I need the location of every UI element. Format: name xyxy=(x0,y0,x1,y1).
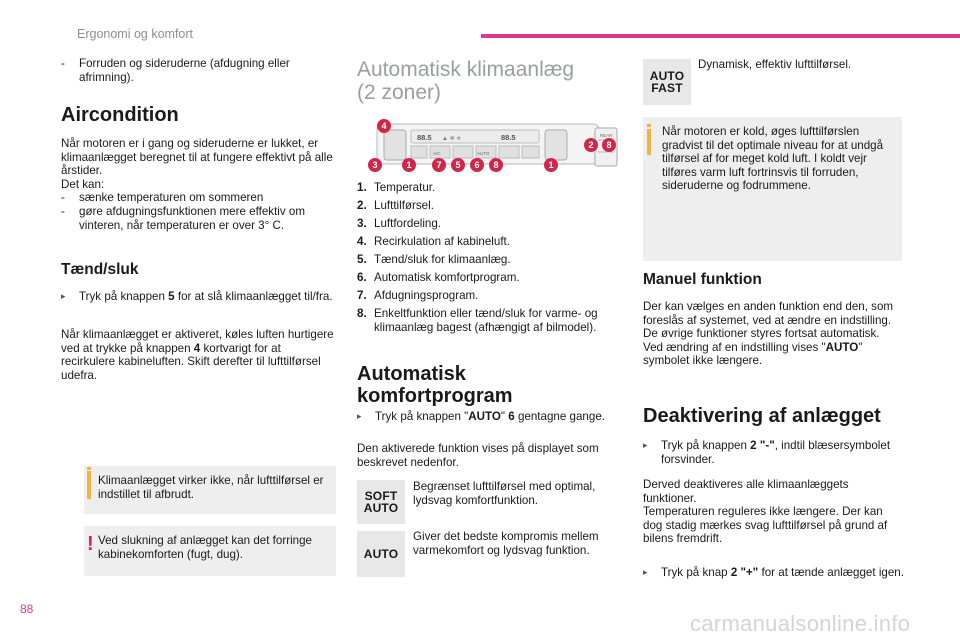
diagram-marker-3: 3 xyxy=(368,158,382,172)
soft-auto-icon: SOFT AUTO xyxy=(357,480,405,524)
taend-heading: Tænd/sluk xyxy=(61,261,139,278)
info-note-box: Klimaanlægget virker ikke, når lufttilførsel er indstillet til afbrudt. xyxy=(84,466,336,514)
auto-text: Giver det bedste kompromis mellem varmekomfort og lydsvag funktion. xyxy=(413,530,599,557)
list-item: 7. Afdugningsprogram. xyxy=(357,289,479,302)
auto-fast-icon: AUTO FAST xyxy=(643,59,691,105)
list-item: 6. Automatisk komfortprogram. xyxy=(357,271,520,284)
list-item: 4. Recirkulation af kabineluft. xyxy=(357,235,510,248)
taend-bullet: ▸ Tryk på knappen 5 for at slå klimaanlægget til/fra. xyxy=(61,290,333,303)
top-dash-item: - Forruden og sideruderne (afdugning eller afrimning). xyxy=(61,57,290,84)
list-item: 3. Luftfordeling. xyxy=(357,217,442,230)
page-number: 88 xyxy=(20,602,34,616)
diagram-marker-8b: 8 xyxy=(602,138,616,152)
diagram-marker-1: 1 xyxy=(402,158,416,172)
diagram-marker-8: 8 xyxy=(489,158,503,172)
panel-ac-label: A/C xyxy=(433,151,441,156)
warning-icon: ! xyxy=(87,533,94,555)
warning-note-box: ! Ved slukning af anlægget kan det forringe kabinekomforten (fugt, dug). xyxy=(84,526,336,576)
list-item: 8. Enkeltfunktion eller tænd/sluk for varme- og klimaanlæg bagest (afhængigt af bilmodel). xyxy=(357,307,598,334)
cold-engine-note-box: Når motoren er kold, øges lufttilførslen gradvist til det optimale niveau for at undgå tilførsel af for meget kold luft. I koldt vejr tilføres varm luft fortrinsvis til forruden, sideruderne og fodrummene. xyxy=(643,117,902,261)
info-icon-dot xyxy=(647,124,651,127)
manuel-text: Der kan vælges en anden funktion end den, som foreslås af systemet, ved at ændre en indstilling. De øvrige funktioner styres fortsat automatisk. Ved ændring af en indstilling vises "AUTO" symbolet ikke længere. xyxy=(643,300,894,368)
aircondition-text: Når motoren er i gang og sideruderne er lukket, er klimaanlægget beregnet til at fungere effektivt på alle årstider. Det kan: - sænke temperaturen om sommeren - gøre afdugningsfunktionen mere effektiv om vinteren, når temperaturen er over 3° C. xyxy=(61,137,333,232)
list-item: 1. Temperatur. xyxy=(357,181,436,194)
climate-panel-diagram xyxy=(357,116,622,176)
diagram-marker-4: 4 xyxy=(377,119,391,133)
diagram-marker-1b: 1 xyxy=(544,158,558,172)
diagram-marker-7: 7 xyxy=(432,158,446,172)
list-item: 5. Tænd/sluk for klimaanlæg. xyxy=(357,253,511,266)
soft-auto-text: Begrænset lufttilførsel med optimal, lydsvag komfortfunktion. xyxy=(413,480,596,507)
list-item: 2. Lufttilførsel. xyxy=(357,199,434,212)
deakt-text: Derved deaktiveres alle klimaanlæggets funktioner. Temperaturen reguleres ikke længere. Der kan dog stadig mærkes svag lufttilførsel på grund af bilens fremdrift. xyxy=(643,478,888,546)
auto-bullet: ▸ Tryk på knappen "AUTO" 6 gentagne gange. xyxy=(357,410,605,423)
panel-auto-label: AUTO xyxy=(477,151,490,156)
diagram-marker-6: 6 xyxy=(470,158,484,172)
diagram-marker-5: 5 xyxy=(451,158,465,172)
arrow-bullet-icon: ▸ xyxy=(643,567,648,577)
aircondition-heading: Aircondition xyxy=(61,104,179,126)
deakt-bullet-1: ▸ Tryk på knappen 2 "-", indtil blæsersymbolet forsvinder. xyxy=(643,439,891,466)
auto-paragraph: Den aktiverede funktion vises på displayet som beskrevet nedenfor. xyxy=(357,442,599,469)
manuel-heading: Manuel funktion xyxy=(643,271,762,288)
diagram-marker-2: 2 xyxy=(584,138,598,152)
arrow-bullet-icon: ▸ xyxy=(643,440,648,450)
arrow-bullet-icon: ▸ xyxy=(61,291,66,301)
taend-paragraph: Når klimaanlægget er aktiveret, køles luften hurtigere ved at trykke på knappen 4 kortvarigt for at recirkulere kabineluften. Skift derefter til lufttilførsel udefra. xyxy=(61,328,334,382)
panel-left-display: 88.5 xyxy=(417,133,432,142)
deakt-heading: Deaktivering af anlægget xyxy=(643,405,881,427)
panel-right-display: 88.5 xyxy=(501,133,516,142)
info-icon-dot xyxy=(87,467,91,470)
deakt-bullet-2: ▸ Tryk på knap 2 "+" for at tænde anlægget igen. xyxy=(643,566,904,579)
auto-fast-text: Dynamisk, effektiv lufttilførsel. xyxy=(698,58,852,71)
info-icon xyxy=(87,471,91,499)
auto-icon: AUTO xyxy=(357,531,405,577)
arrow-bullet-icon: ▸ xyxy=(357,411,362,421)
header-title: Ergonomi og komfort xyxy=(77,27,194,41)
auto-comfort-heading: Automatisk komfortprogram xyxy=(357,363,513,407)
watermark: carmanualsonline.info xyxy=(690,611,911,636)
panel-rear-label: REAR xyxy=(600,133,613,138)
auto-climate-heading: Automatisk klimaanlæg (2 zoner) xyxy=(357,58,575,104)
svg-text:▲ ❄ ✯: ▲ ❄ ✯ xyxy=(442,136,462,142)
header-accent-bar xyxy=(481,34,960,38)
info-icon xyxy=(647,129,651,155)
